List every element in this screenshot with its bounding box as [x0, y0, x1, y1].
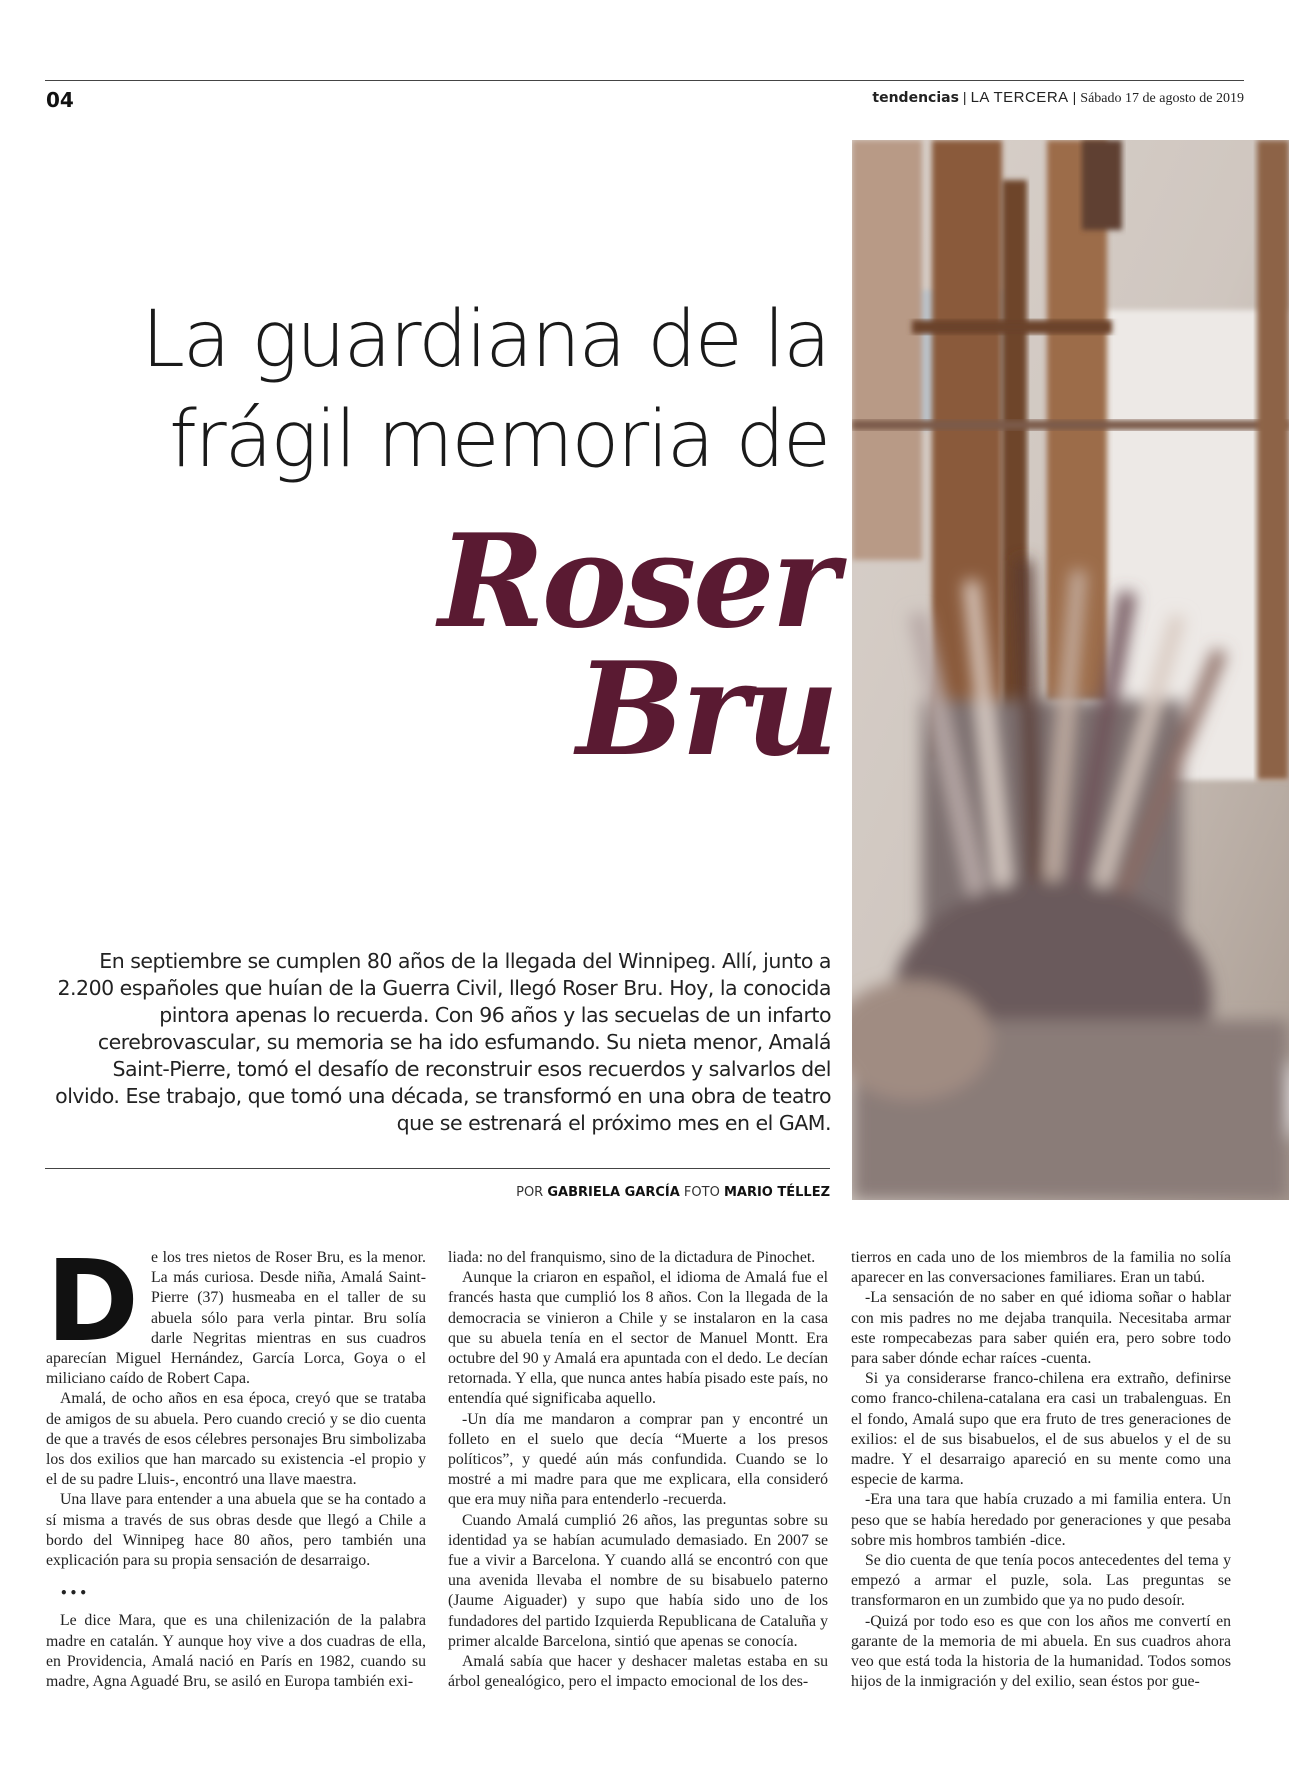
body-paragraph: Cuando Amalá cumplió 26 años, las preguntas sobre su identidad ya se habían acumulado demasiado. En 2007 se fue a vivir a Barcelona. Y cuando allá se encontró con que una avenida llevaba el nombre de su bisabuelo paterno (Jaume Aiguader) y supo que había sido uno de los fundadores del partido Izquierda Republicana de Cataluña y primer alcalde Barcelona, sintió que apenas se conocía.	[448, 1511, 828, 1650]
issue-date: Sábado 17 de agosto de 2019	[1080, 91, 1244, 106]
headline	[141, 290, 829, 490]
publication-name: LA TERCERA	[970, 89, 1069, 106]
body-paragraph: Si ya considerarse franco-chilena era extraño, definirse como franco-chilena-catalana era casi un trabalenguas. En el fondo, Amalá supo que era fruto de tres generaciones de exilios: el de sus bisabuelos, el de sus abuelos y el de su madre. Y el desarraigo apareció en su mente como una especie de karma.	[851, 1370, 1231, 1489]
section-name: tendencias	[872, 90, 959, 106]
byline-foto: FOTO	[683, 1185, 720, 1200]
separator: |	[962, 89, 967, 105]
body-paragraph: liada: no del franquismo, sino de la dictadura de Pinochet.	[448, 1249, 816, 1266]
headline-name-last: Bru	[576, 635, 836, 785]
section-divider: •••	[60, 1586, 90, 1601]
masthead	[872, 89, 1244, 107]
byline-author: GABRIELA GARCÍA	[547, 1185, 680, 1200]
headline-name-first: Roser	[438, 507, 836, 657]
lead-rule	[45, 1168, 830, 1169]
body-paragraph: Amalá, de ocho años en esa época, creyó que se trataba de amigos de su abuela. Pero cuando creció y se dio cuenta de que a través de esos célebres personajes Bru simbolizaba los dos exilios que han marcado su existencia -el propio y el de su padre Lluis-, encontró una llave maestra.	[46, 1390, 426, 1489]
body-column-1	[46, 1237, 426, 1692]
body-column-2	[448, 1248, 828, 1692]
body-paragraph: -Un día me mandaron a comprar pan y encontré un folleto en el suelo que decía “Muerte a los presos políticos”, y quedé aún más confundida. Cuando se lo mostré a mi madre para que me explicara, ella consideró que era muy niña para entenderlo -recuerda.	[448, 1410, 828, 1509]
body-paragraph: Una llave para entender a una abuela que se ha contado a sí misma a través de sus obras desde que llegó a Chile a bordo del Winnipeg hace 80 años, pero también una explicación para su propia sensación de desarraigo.	[46, 1491, 426, 1570]
lead-paragraph: En septiembre se cumplen 80 años de la llegada del Winnipeg. Allí, junto a 2.200 españoles que huían de la Guerra Civil, llegó Roser Bru. Hoy, la conocida pintora apenas lo recuerda. Con 96 años y las secuelas de un infarto cerebrovascular, su memoria se ha ido esfumando. Su nieta menor, Amalá Saint-Pierre, tomó el desafío de reconstruir esos recuerdos y salvarlos del olvido. Ese trabajo, que tomó una década, se transformó en una obra de teatro que se estrenará el próximo mes en el GAM.	[55, 949, 831, 1135]
easel-brushes-image	[852, 140, 1289, 1200]
body-paragraph: Se dio cuenta de que tenía pocos antecedentes del tema y empezó a armar el puzle, sola. Las preguntas se transformaron en un zumbido que ya no pudo desoír.	[851, 1552, 1231, 1610]
body-column-3	[851, 1248, 1231, 1692]
studio-photo	[852, 140, 1289, 1200]
body-paragraph: -Quizá por todo eso es que con los años me convertí en garante de la memoria de mi abuela. En sus cuadros ahora veo que está toda la historia de la humanidad. Todos somos hijos de la inmigración y del exilio, sean éstos por gue-	[851, 1612, 1231, 1691]
body-paragraph	[46, 1237, 426, 1389]
body-paragraph: Le dice Mara, que es una chilenización de la palabra madre en catalán. Y aunque hoy vive a dos cuadras de ella, en Providencia, Amalá nació en París en 1982, cuando su madre, Agna Aguadé Bru, se asiló en Europa también exi-	[46, 1612, 426, 1691]
page-number: 04	[46, 88, 74, 112]
headline-line-2: frágil memoria de	[169, 395, 829, 485]
body-paragraph: tierros en cada uno de los miembros de la familia no solía aparecer en las conversaciones familiares. Eran un tabú.	[851, 1249, 1231, 1287]
byline-photographer: MARIO TÉLLEZ	[723, 1185, 830, 1200]
separator: |	[1072, 89, 1077, 105]
drop-cap: D	[46, 1237, 139, 1367]
body-paragraph: -Era una tara que había cruzado a mi familia entera. Un peso que se había heredado por generaciones y que pesaba sobre mis hombros también -dice.	[851, 1491, 1231, 1549]
body-paragraph: -La sensación de no saber en qué idioma soñar o hablar con mis padres no me dejaba tranquila. Necesitaba armar este rompecabezas para saber quién era, pero sobre todo para saber dónde echar raíces -cuenta.	[851, 1289, 1231, 1368]
top-rule	[45, 80, 1244, 81]
body-paragraph: Aunque la criaron en español, el idioma de Amalá fue el francés hasta que cumplió los 8 años. Con la llegada de la democracia se vinieron a Chile y se instalaron en la casa que su abuela tenía en el sector de Manuel Montt. Era octubre del 90 y Amalá era apuntada con el dedo. Le decían retornada. Y ella, que nunca antes había pisado este país, no entendía qué significaba aquello.	[448, 1269, 828, 1408]
byline-por: POR	[516, 1185, 544, 1200]
byline	[516, 1185, 830, 1200]
headline-line-1: La guardiana de la	[141, 295, 829, 385]
body-paragraph: Amalá sabía que hacer y deshacer maletas estaba en su árbol genealógico, pero el impacto emocional de los des-	[448, 1653, 828, 1691]
paragraph-text: e los tres nietos de Roser Bru, es la menor. La más curiosa. Desde niña, Amalá Saint-Pierre (37) husmeaba en el taller de su abuela sólo para verla pintar. Bru solía darle Negritas mientras en sus cuadros aparecían Miguel Hernández, García Lorca, Goya o el miliciano caído de Robert Capa.	[46, 1249, 426, 1388]
